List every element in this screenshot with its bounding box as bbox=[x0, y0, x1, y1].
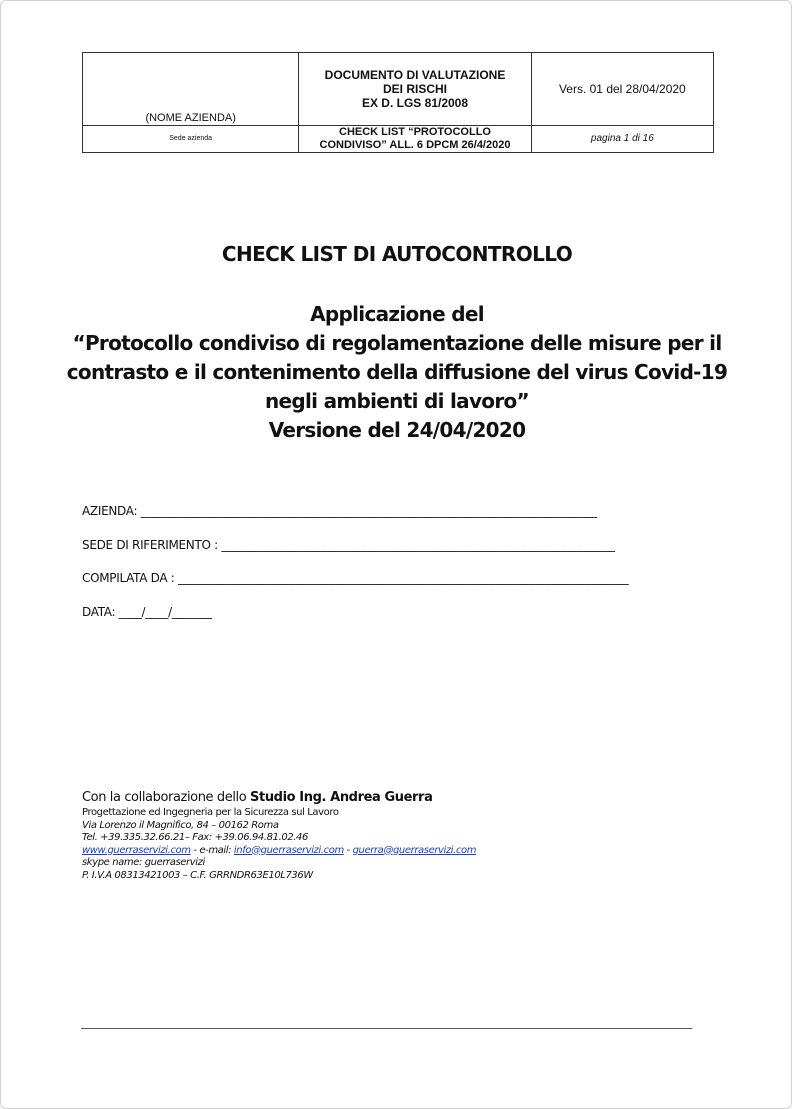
collaboration-line bbox=[82, 790, 432, 805]
subtitle-block bbox=[1, 300, 792, 445]
document-title-cell bbox=[299, 53, 531, 126]
company-name-placeholder: (NOME AZIENDA) bbox=[145, 111, 236, 124]
document-title-line: DOCUMENTO DI VALUTAZIONE bbox=[324, 67, 506, 82]
document-title-line: DEI RISCHI bbox=[383, 81, 448, 96]
checklist-line: CONDIVISO” ALL. 6 DPCM 26/4/2020 bbox=[319, 138, 511, 151]
version-cell bbox=[531, 53, 713, 126]
subtitle-line: “Protocollo condiviso di regolamentazione delle misure per il bbox=[72, 331, 722, 355]
skype-name: skype name: guerraservizi bbox=[82, 857, 205, 868]
data-field: DATA: ____/____/_______ bbox=[82, 605, 212, 619]
bottom-divider bbox=[81, 1028, 692, 1029]
website-link[interactable]: www.guerraservizi.com bbox=[82, 844, 191, 856]
tax-codes: P. I.V.A 08313421003 – C.F. GRRNDR63E10L736W bbox=[82, 869, 313, 881]
subtitle-line: contrasto e il contenimento della diffusione del virus Covid-19 bbox=[66, 360, 728, 384]
tagline: Progettazione ed Ingegneria per la Sicurezza sul Lavoro bbox=[82, 807, 339, 818]
compilata-field: COMPILATA DA : _______________________________________________________________________________ bbox=[82, 571, 629, 585]
email-guerra-link[interactable]: guerra@guerraservizi.com bbox=[352, 844, 477, 856]
azienda-field: AZIENDA: ________________________________________________________________________________ bbox=[82, 504, 597, 518]
contact-info bbox=[82, 807, 476, 882]
phone-fax: Tel. +39.335.32.66.21– Fax: +39.06.94.81.02.46 bbox=[82, 832, 308, 843]
document-title-line: EX D. LGS 81/2008 bbox=[361, 95, 469, 110]
address: Via Lorenzo il Magnifico, 84 – 00162 Roma bbox=[82, 819, 279, 831]
version-text: Vers. 01 del 28/04/2020 bbox=[558, 81, 686, 96]
checklist-line: CHECK LIST “PROTOCOLLO bbox=[339, 125, 491, 138]
subtitle-line: Versione del 24/04/2020 bbox=[268, 418, 526, 442]
page-number: pagina 1 di 16 bbox=[590, 133, 654, 145]
subtitle-line: negli ambienti di lavoro” bbox=[265, 389, 529, 413]
email-separator: - bbox=[343, 844, 353, 856]
collaboration-prefix: Con la collaborazione dello bbox=[82, 790, 251, 805]
main-title: CHECK LIST DI AUTOCONTROLLO bbox=[221, 242, 573, 266]
studio-name: Studio Ing. Andrea Guerra bbox=[250, 790, 433, 805]
sede-field: SEDE DI RIFERIMENTO : _____________________________________________________________________ bbox=[82, 538, 615, 552]
web-email-line bbox=[82, 845, 476, 858]
email-label: - e-mail: bbox=[190, 844, 234, 856]
header-table bbox=[82, 52, 714, 153]
company-name-cell bbox=[83, 53, 299, 126]
page-number-cell bbox=[531, 125, 713, 152]
site-cell bbox=[83, 125, 299, 152]
checklist-cell bbox=[299, 125, 531, 152]
subtitle-line: Applicazione del bbox=[310, 302, 484, 326]
email-info-link[interactable]: info@guerraservizi.com bbox=[233, 844, 344, 856]
site-label: Sede azienda bbox=[169, 135, 213, 143]
